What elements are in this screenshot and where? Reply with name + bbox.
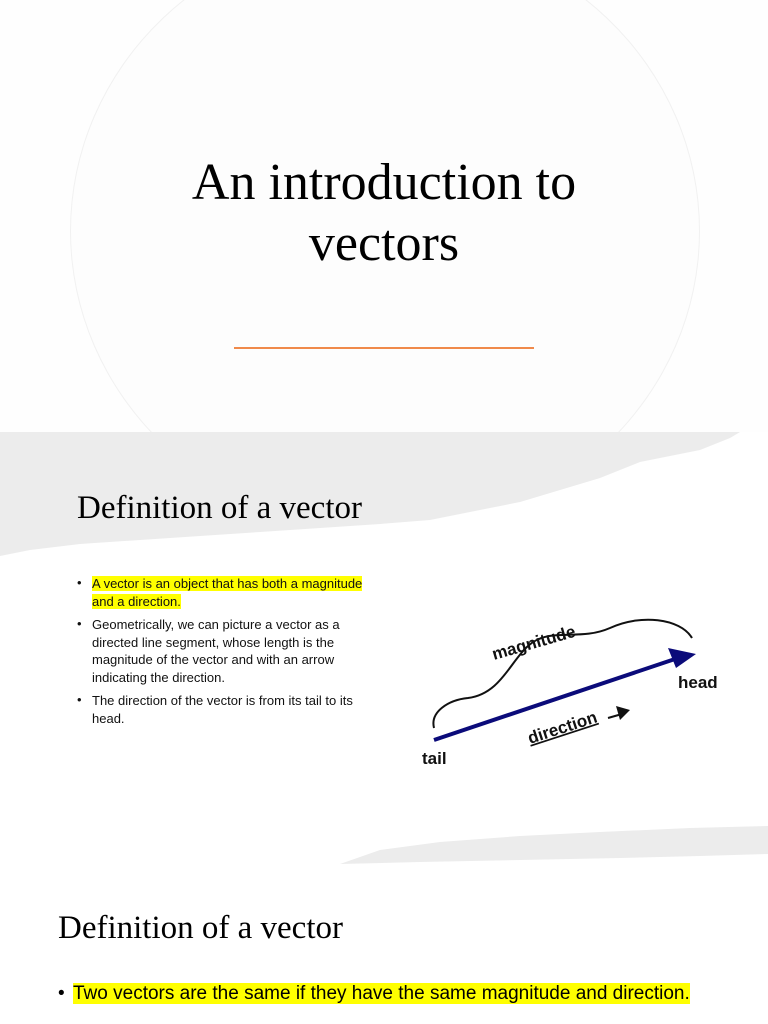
bullet-item: • Geometrically, we can picture a vector as a directed line segment, whose length is the magnitude of the vector and with an arrow indicating the direction. <box>76 616 376 686</box>
slide-title: Definition of a vector <box>58 910 343 946</box>
definition-slide <box>0 432 768 872</box>
highlighted-text: A vector is an object that has both a magnitude and a direction. <box>92 576 363 609</box>
direction-arrowhead <box>616 706 630 720</box>
vector-arrowhead <box>668 648 696 668</box>
bullet-item <box>58 982 698 1005</box>
magnitude-label: magnitude <box>489 621 578 664</box>
accent-divider <box>234 347 534 349</box>
torn-paper-footer <box>0 826 768 870</box>
highlighted-text: Two vectors are the same if they have the same magnitude and direction. <box>73 983 690 1004</box>
head-label: head <box>678 673 718 692</box>
bullet-list <box>76 575 376 733</box>
vector-diagram <box>410 602 740 772</box>
title-slide <box>0 0 768 432</box>
tail-label: tail <box>422 749 447 768</box>
title-line-1: An introduction to <box>191 154 577 211</box>
slide-title: Definition of a vector <box>77 490 362 526</box>
bullet-list <box>58 982 698 1005</box>
slide-title <box>0 152 768 274</box>
bullet-item <box>76 575 376 610</box>
bullet-item: • The direction of the vector is from its tail to its head. <box>76 692 376 727</box>
definition-slide-2 <box>0 826 768 1024</box>
title-line-2: vectors <box>308 215 460 272</box>
direction-label: direction <box>525 707 600 748</box>
